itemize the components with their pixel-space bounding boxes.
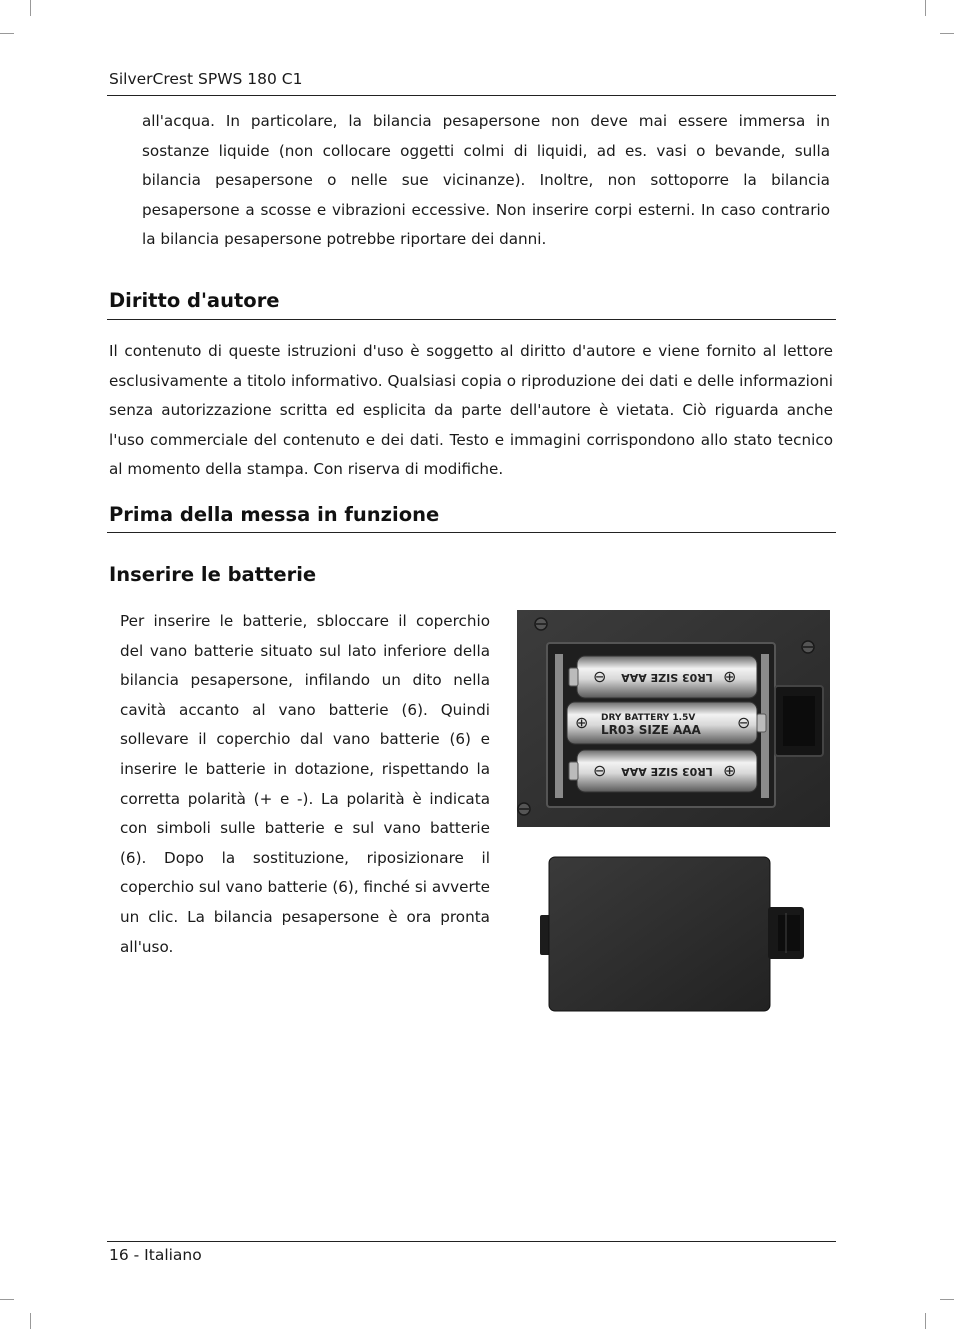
crop-mark bbox=[925, 1313, 926, 1329]
battery-middle bbox=[567, 702, 766, 744]
screw-icon bbox=[518, 803, 530, 815]
section-rule bbox=[107, 319, 836, 320]
header-rule bbox=[107, 95, 836, 96]
crop-mark bbox=[30, 1313, 31, 1329]
page-number: 16 - Italiano bbox=[109, 1246, 202, 1264]
copyright-paragraph: Il contenuto di queste istruzioni d'uso è soggetto al diritto d'autore e viene fornito al lettore esclusivamente a titolo informativo. Qualsiasi copia o riproduzione dei dati e delle informazioni senza autorizzazione scritta ed esplicita da parte dell'autore è vietata. Ciò riguarda anche l'uso commerciale del contenuto e dei dati. Testo e immagini corrispondono allo stato tecnico al momento della stampa. Con riserva di modifiche. bbox=[109, 342, 833, 479]
running-header: SilverCrest SPWS 180 C1 bbox=[109, 70, 303, 88]
subsection-heading-batteries: Inserire le batterie bbox=[109, 563, 317, 586]
svg-text:⊕: ⊕ bbox=[575, 713, 589, 732]
crop-mark bbox=[30, 0, 31, 16]
crop-mark bbox=[0, 1299, 14, 1300]
battery-compartment-photo bbox=[517, 610, 830, 827]
svg-text:⊖: ⊖ bbox=[737, 713, 751, 732]
section-heading-copyright: Diritto d'autore bbox=[109, 289, 280, 312]
crop-mark bbox=[940, 1299, 954, 1300]
crop-mark bbox=[925, 0, 926, 16]
crop-mark bbox=[0, 33, 14, 34]
screw-icon bbox=[802, 641, 814, 653]
batteries-paragraph: Per inserire le batterie, sbloccare il coperchio del vano batterie situato sul lato inferiore della bilancia pesapersone, infilando un dito nella cavità accanto al vano batterie (6). Quindi sollevare il coperchio dal vano batterie (6) e inserire le batterie in dotazione, rispettando la corretta polarità (+ e -). La polarità è indicata con simboli sulle batterie e sul vano batterie (6). Dopo la sostituzione, riposizionare il coperchio sul vano batterie (6), finché si avverte un clic. La bilancia pesapersone è ora pronta all'uso. bbox=[120, 612, 490, 956]
crop-mark bbox=[940, 33, 954, 34]
battery-label: LR03 SIZE AAA bbox=[621, 671, 713, 684]
cover-plate bbox=[549, 857, 770, 1011]
svg-text:⊖: ⊖ bbox=[593, 667, 607, 686]
footer-rule bbox=[107, 1241, 836, 1242]
battery-label: LR03 SIZE AAA bbox=[601, 723, 701, 737]
battery-top bbox=[569, 656, 757, 698]
screw-icon bbox=[535, 618, 547, 630]
intro-paragraph: all'acqua. In particolare, la bilancia pesapersone non deve mai essere immersa in sostanze liquide (non collocare oggetti colmi di liquidi, ad es. vasi o bevande, sulla bilancia pesapersone o nelle sue vicinanze). Inoltre, non sottoporre la bilancia pesapersone a scosse e vibrazioni eccessive. Non inserire corpi esterni. In caso contrario la bilancia pesapersone potrebbe riportare dei danni. bbox=[142, 112, 830, 249]
battery-label: DRY BATTERY 1.5V bbox=[601, 713, 696, 723]
battery-cover-photo bbox=[538, 855, 808, 1013]
svg-text:⊖: ⊖ bbox=[593, 761, 607, 780]
section-rule bbox=[107, 532, 836, 533]
svg-text:⊕: ⊕ bbox=[723, 761, 737, 780]
svg-text:⊕: ⊕ bbox=[723, 667, 737, 686]
battery-bottom bbox=[569, 750, 757, 792]
battery-label: LR03 SIZE AAA bbox=[621, 765, 713, 778]
section-heading-before-use: Prima della messa in funzione bbox=[109, 503, 440, 526]
